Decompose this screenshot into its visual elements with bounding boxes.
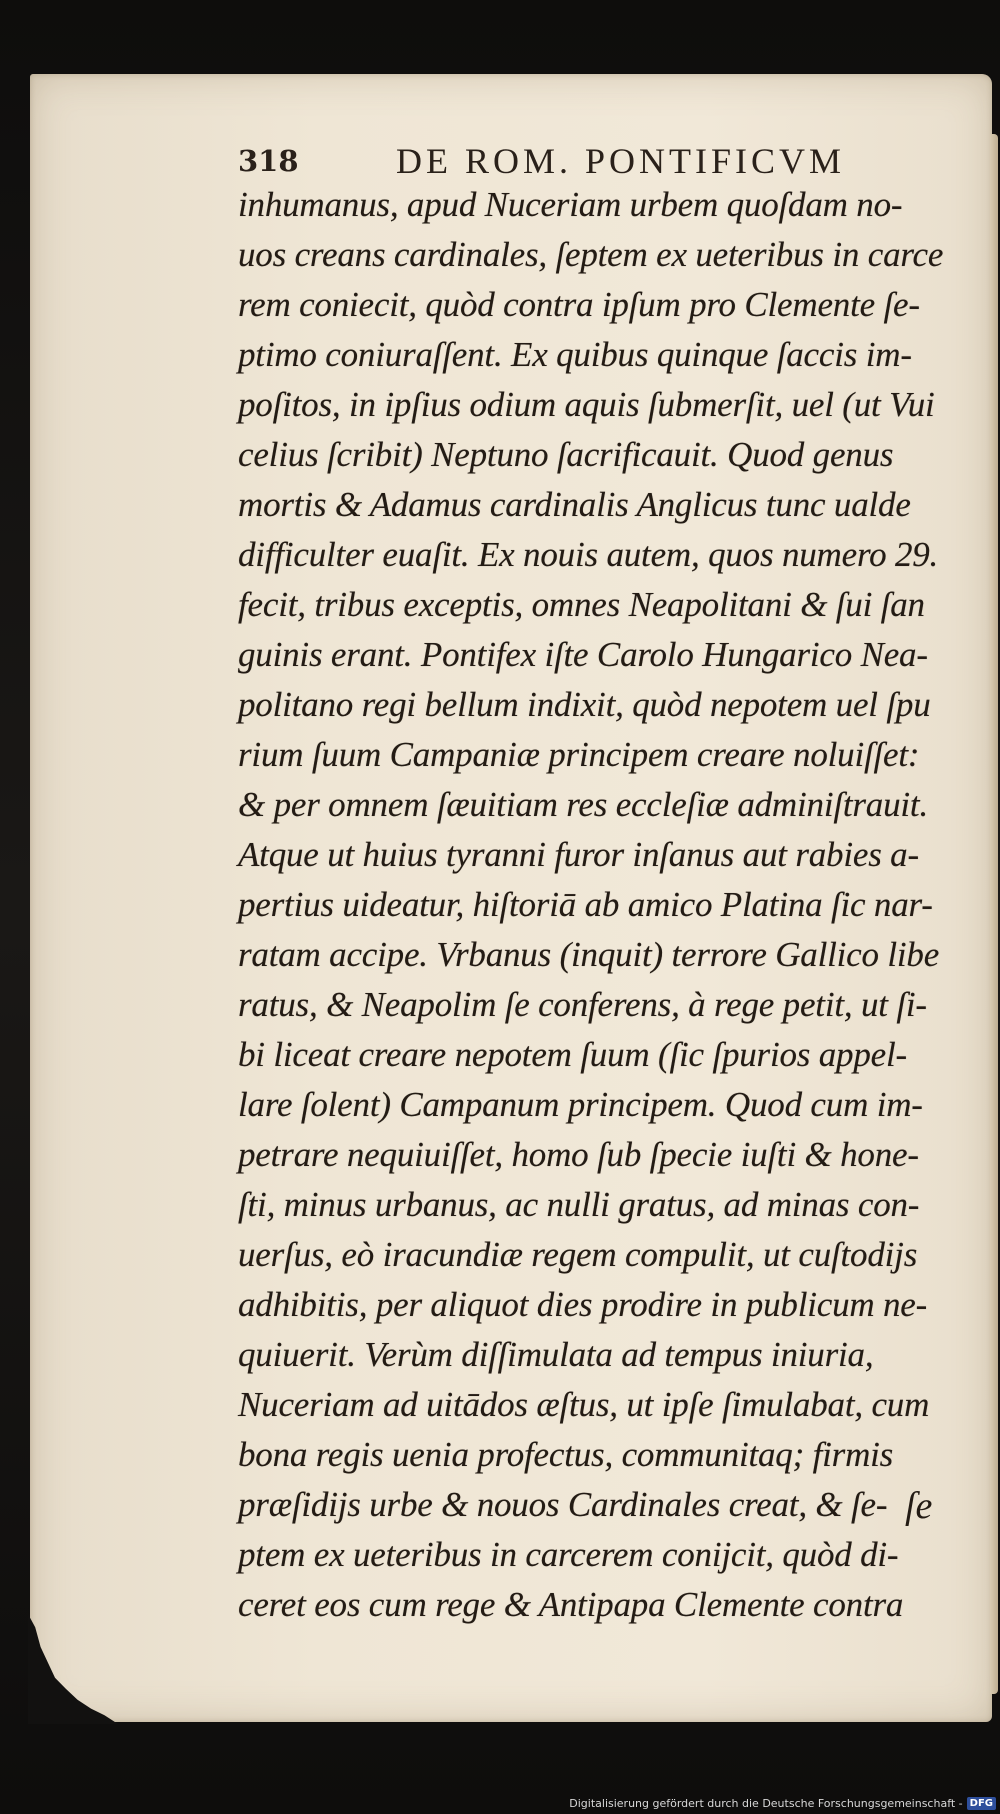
credit-text: Digitalisierung gefördert durch die Deutsche Forschungsgemeinschaft - [569, 1796, 963, 1810]
running-head: DE ROM. PONTIFICVM [396, 141, 846, 181]
text-line: rium ſuum Campaniæ principem creare noluiſſet: [238, 735, 920, 774]
catchword: ſe [905, 1485, 933, 1527]
text-line: mortis & Adamus cardinalis Anglicus tunc ualde [238, 485, 911, 524]
text-line: ratus, & Neapolim ſe conferens, à rege petit, ut ſi- [238, 985, 927, 1024]
text-line: celius ſcribit) Neptuno ſacrificauit. Quod genus [238, 435, 894, 474]
text-line: & per omnem ſæuitiam res eccleſiæ adminiſtrauit. [238, 785, 929, 824]
text-line: quiuerit. Verùm diſſimulata ad tempus iniuria, [238, 1335, 874, 1374]
text-line: bi liceat creare nepotem ſuum (ſic ſpurios appel- [238, 1035, 907, 1074]
text-line: difficulter euaſit. Ex nouis autem, quos numero 29. [238, 535, 939, 574]
text-line: politano regi bellum indixit, quòd nepotem uel ſpu [238, 685, 931, 724]
text-line: ceret eos cum rege & Antipapa Clemente contra [238, 1585, 904, 1624]
page-number: 318 [238, 144, 299, 178]
digitization-credit [569, 1794, 996, 1812]
text-line: petrare nequiuiſſet, homo ſub ſpecie iuſti & hone- [238, 1135, 919, 1174]
text-line: ptem ex ueteribus in carcerem conijcit, quòd di- [238, 1535, 899, 1574]
text-line: fecit, tribus exceptis, omnes Neapolitani & ſui ſan [238, 585, 925, 624]
text-line: rem coniecit, quòd contra ipſum pro Clemente ſe- [238, 285, 920, 324]
text-line: inhumanus, apud Nuceriam urbem quoſdam no- [238, 185, 903, 224]
text-line: præſidijs urbe & nouos Cardinales creat, & ſe- [238, 1485, 888, 1524]
text-line: guinis erant. Pontifex iſte Carolo Hungarico Nea- [238, 635, 928, 674]
text-line: adhibitis, per aliquot dies prodire in publicum ne- [238, 1285, 928, 1324]
torn-page-corner [28, 1614, 118, 1724]
text-line: ratam accipe. Vrbanus (inquit) terrore Gallico libe [238, 935, 940, 974]
dfg-logo: DFG [967, 1797, 996, 1810]
body-text [238, 180, 958, 1630]
text-line: ſti, minus urbanus, ac nulli gratus, ad minas con- [238, 1185, 920, 1224]
text-line: ptimo coniuraſſent. Ex quibus quinque ſaccis im- [238, 335, 912, 374]
text-line: poſitos, in ipſius odium aquis ſubmerſit, uel (ut Vui [238, 385, 935, 424]
text-line: pertius uideatur, hiſtoriā ab amico Platina ſic nar- [238, 885, 933, 924]
text-line: uerſus, eò iracundiæ regem compulit, ut cuſtodijs [238, 1235, 918, 1274]
text-line: bona regis uenia profectus, communitaq; firmis [238, 1435, 894, 1474]
text-line: uos creans cardinales, ſeptem ex ueteribus in carce [238, 235, 944, 274]
page-edge [990, 134, 998, 1694]
text-line: Atque ut huius tyranni furor inſanus aut rabies a- [238, 835, 919, 874]
text-line: lare ſolent) Campanum principem. Quod cum im- [238, 1085, 923, 1124]
text-line: Nuceriam ad uitādos æſtus, ut ipſe ſimulabat, cum [238, 1385, 930, 1424]
